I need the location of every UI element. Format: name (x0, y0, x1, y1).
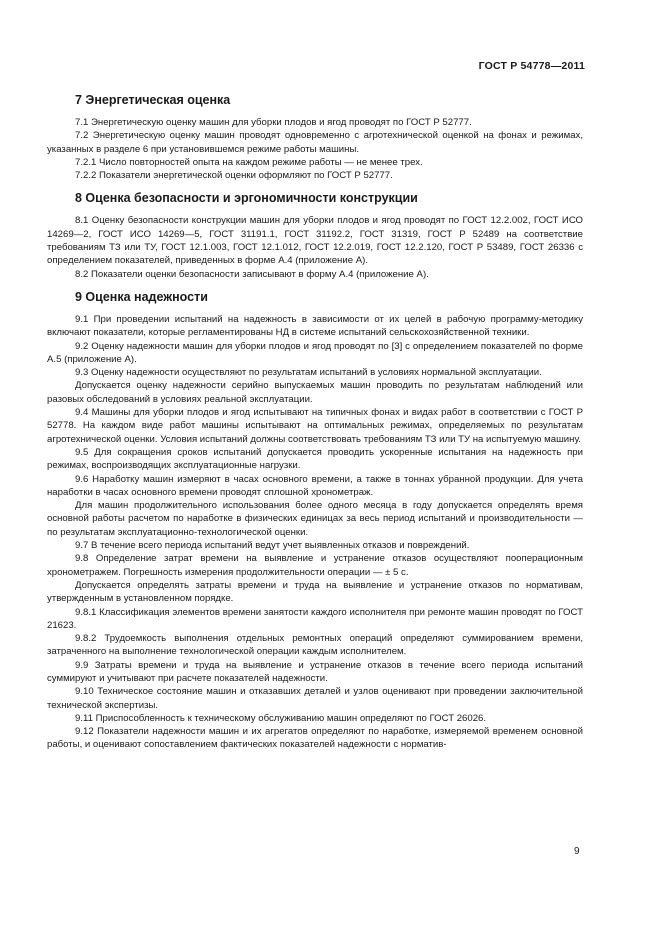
document-body (47, 93, 583, 761)
paragraph: Допускается определять затраты времени и труда на выявление и устранение отказов по нормативам, утвержденным в установленном порядке. (47, 579, 583, 605)
page-number: 9 (574, 846, 580, 857)
section-title: 9 Оценка надежности (75, 289, 208, 304)
standard-header: ГОСТ Р 54778—2011 (478, 60, 585, 72)
paragraph: 9.8 Определение затрат времени на выявление и устранение отказов осуществляют пооперационным хронометражем. Погрешность измерения продолжительности операции — ± 5 с. (47, 553, 583, 578)
paragraph: Допускается оценку надежности серийно выпускаемых машин проводить по результатам наблюдений или разовых обследований в условиях реальной эксплуатации. (47, 380, 583, 405)
paragraph: 8.1 Оценку безопасности конструкции машин для уборки плодов и ягод проводят по ГОСТ 12.2.002, ГОСТ ИСО 14269—2, ГОСТ ИСО 14269—5, ГОСТ 31191.1, ГОСТ 31192.2, ГОСТ 31319, ГОСТ Р 52489 на соответствие требованиям ТЗ или ТУ, ГОСТ 12.1.003, ГОСТ 12.1.012, ГОСТ 12.2.019, ГОСТ 12.2.120, ГОСТ Р 53489, ГОСТ 26336 с определением показателей, приведенных в форме А.4 (приложение А). (47, 215, 583, 267)
paragraph: 9.8.2 Трудоемкость выполнения отдельных ремонтных операций определяют суммированием времени, затраченного на выполнение технологической операции каждым исполнителем. (47, 633, 583, 658)
paragraph: 9.10 Техническое состояние машин и отказавших деталей и узлов оценивают при проведении заключительной технической экспертизы. (47, 686, 583, 711)
paragraph: Для машин продолжительного использования более одного месяца в году допускается определять время основной работы расчетом по наработке в физических единицах за весь период испытаний и производительности — по результатам эксплуатационно-технологической оценки. (47, 500, 583, 538)
section-title: 8 Оценка безопасности и эргономичности конструкции (75, 191, 418, 206)
section-title: 7 Энергетическая оценка (75, 93, 231, 107)
paragraph: 9.5 Для сокращения сроков испытаний допускается проводить ускоренные испытания на надежность при режимах, воспроизводящих эксплуатационные нагрузки. (47, 446, 583, 472)
paragraph: 8.2 Показатели оценки безопасности записывают в форму А.4 (приложение А). (75, 268, 429, 280)
paragraph: 9.12 Показатели надежности машин и их агрегатов определяют по наработке, измеряемой временем основной работы, и оценивают сопоставлением фактических показателей надежности с норматив- (47, 726, 583, 751)
section-7 (47, 93, 583, 182)
section-9 (47, 290, 583, 752)
paragraph: 7.2.2 Показатели энергетической оценки оформляют по ГОСТ Р 52777. (75, 170, 393, 182)
paragraph: 9.11 Приспособленность к техническому обслуживанию машин определяют по ГОСТ 26026. (75, 712, 487, 724)
paragraph: 9.4 Машины для уборки плодов и ягод испытывают на типичных фонах и видах работ в соответствии с ГОСТ Р 52778. На каждом виде работ машины испытывают на оптимальных режимах, определяемых по результатам агротехнической оценки. Условия испытаний должны соответствовать требованиям ТЗ или ТУ на испытуемую машину. (47, 407, 583, 445)
paragraph: 9.1 При проведении испытаний на надежность в зависимости от их целей в рабочую программу-методику включают показатели, которые регламентированы НД в системе испытаний сельскохозяйственной техники. (47, 313, 583, 339)
paragraph: 9.2 Оценку надежности машин для уборки плодов и ягод проводят по [3] с определением показателей по форме А.5 (приложение А). (47, 340, 583, 365)
paragraph: 9.9 Затраты времени и труда на выявление и устранение отказов в течение всего периода испытаний суммируют и учитывают при расчете показателей надежности. (47, 659, 583, 684)
section-8 (47, 191, 583, 280)
paragraph: 7.2 Энергетическую оценку машин проводят одновременно с агротехнической оценкой на фонах и режимах, указанных в разделе 6 при установившемся режиме работы машины. (47, 130, 583, 155)
paragraph: 9.6 Наработку машин измеряют в часах основного времени, а также в тоннах убранной продукции. Для учета наработки в часах основного времени проводят сплошной хронометраж. (47, 473, 583, 498)
paragraph: 7.1 Энергетическую оценку машин для уборки плодов и ягод проводят по ГОСТ Р 52777. (75, 117, 472, 128)
paragraph: 9.8.1 Классификация элементов времени занятости каждого исполнителя при ремонте машин проводят по ГОСТ 21623. (47, 606, 583, 631)
paragraph: 9.7 В течение всего периода испытаний ведут учет выявленных отказов и повреждений. (75, 540, 470, 552)
paragraph: 7.2.1 Число повторностей опыта на каждом режиме работы — не менее трех. (75, 156, 423, 168)
paragraph: 9.3 Оценку надежности осуществляют по результатам испытаний в условиях нормальной эксплуатации. (75, 367, 542, 379)
